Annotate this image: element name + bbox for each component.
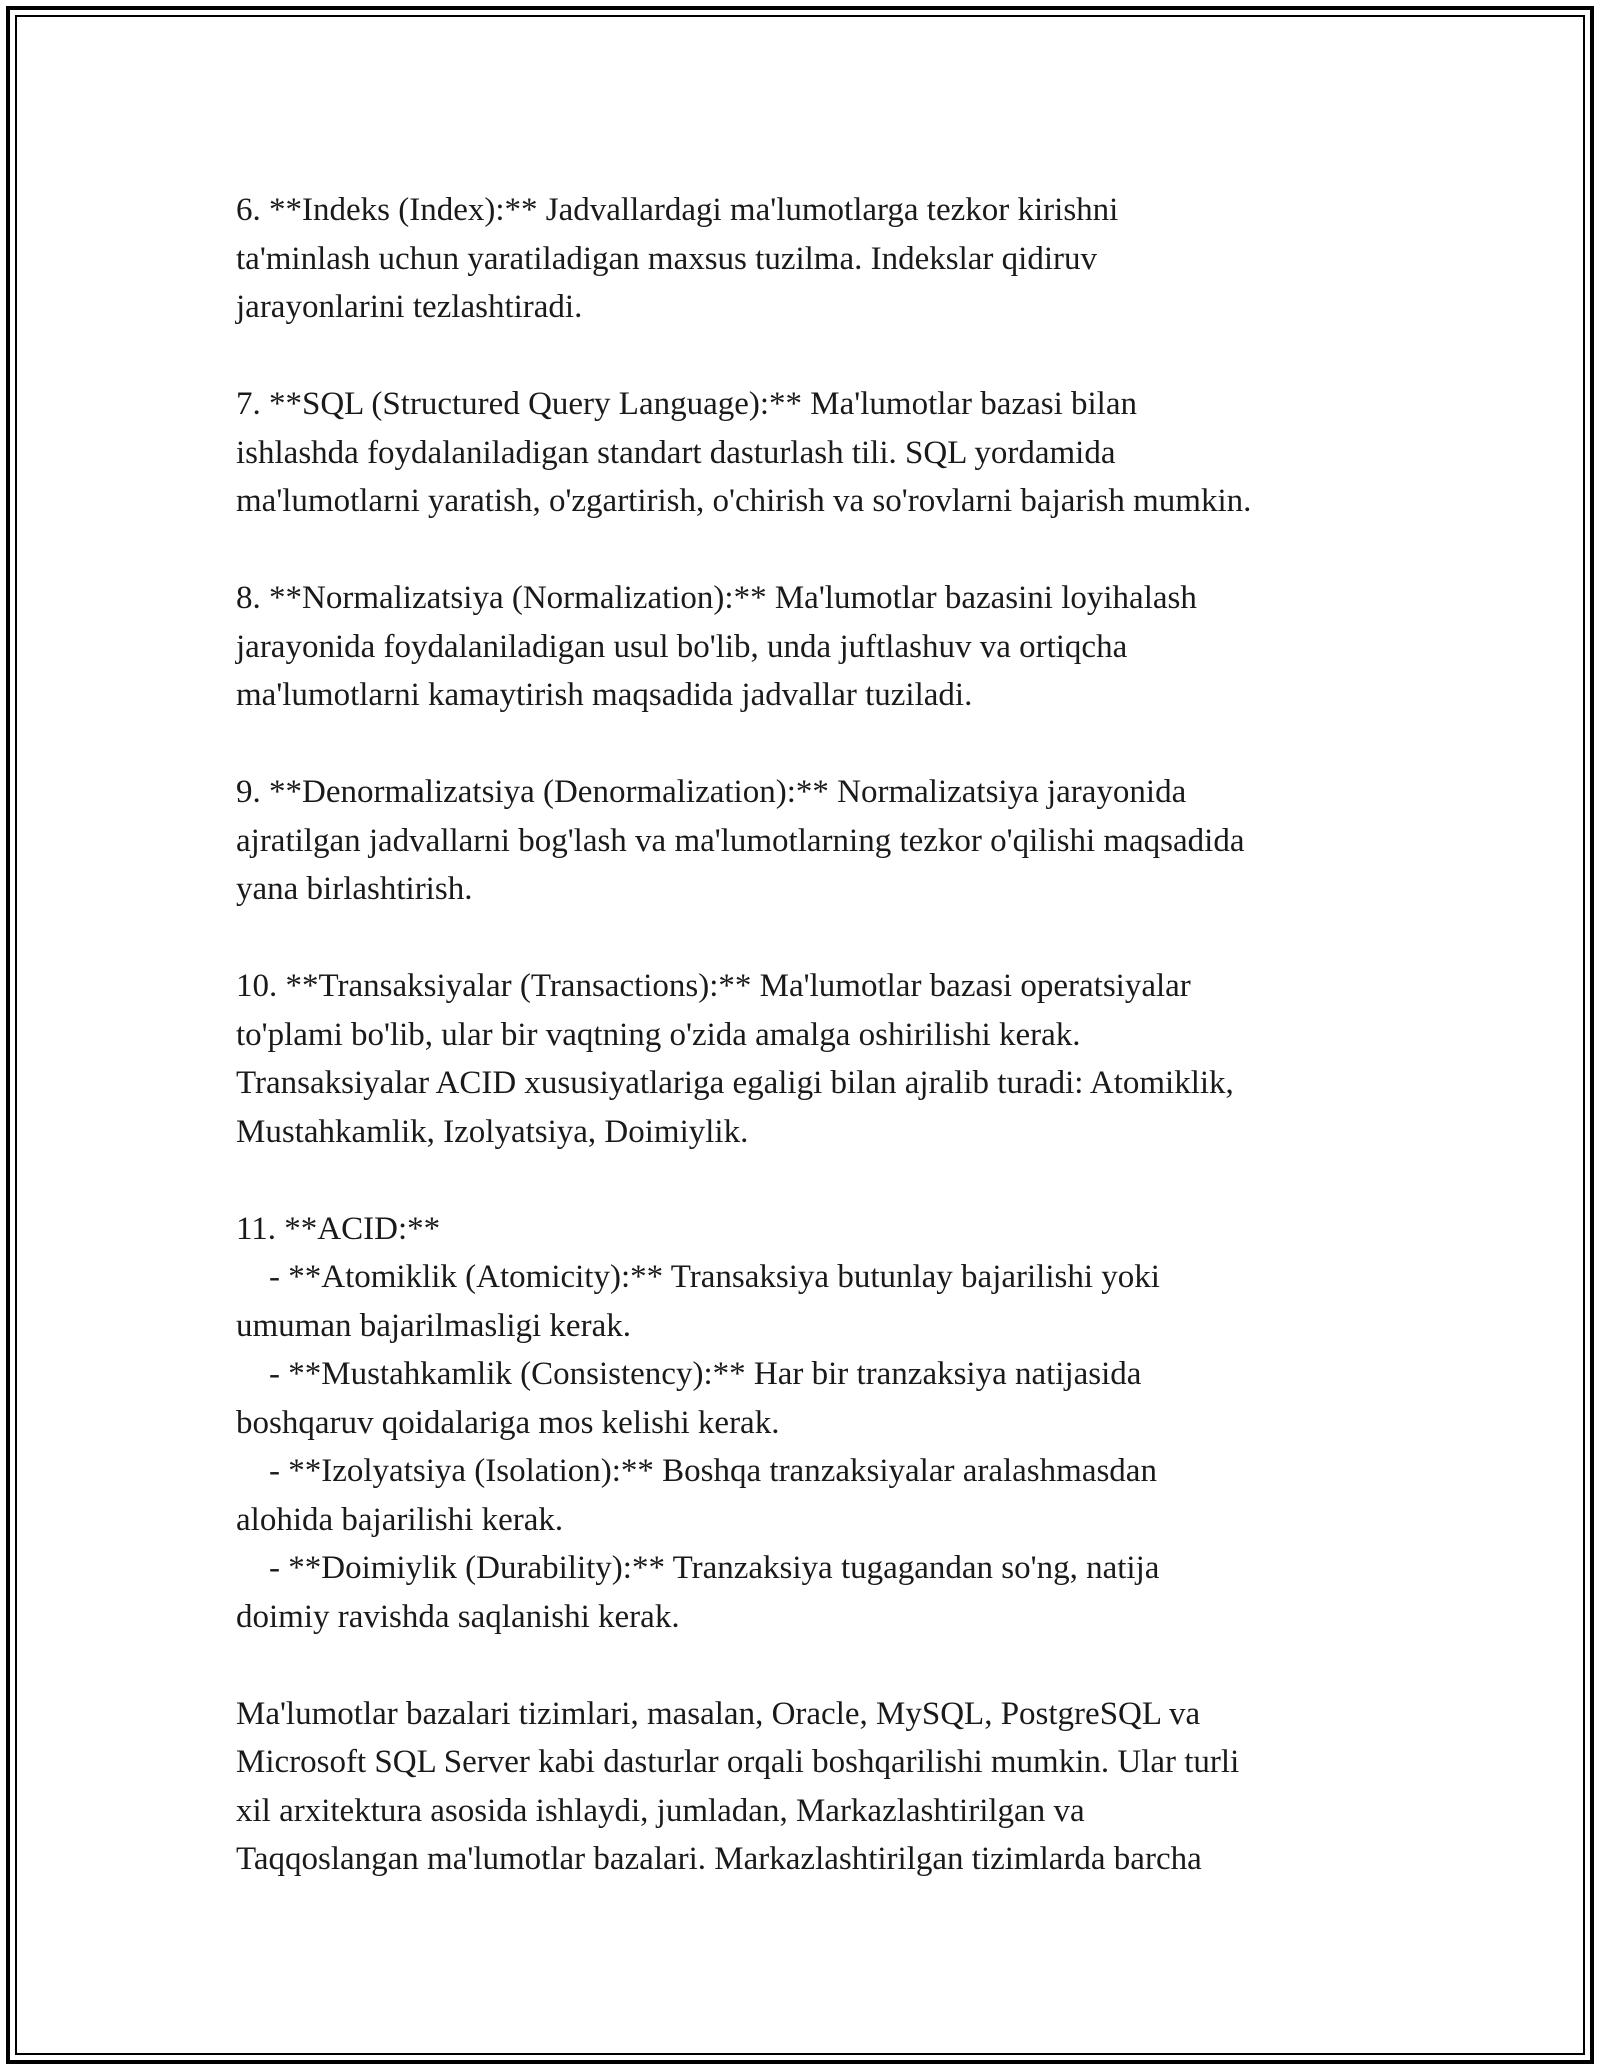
paragraph-7 [236,1690,1386,1884]
paragraph-6 [236,1205,1386,1642]
text-line: Taqqoslangan ma'lumotlar bazalari. Markazlashtirilgan tizimlarda barcha [236,1841,1202,1877]
text-line: alohida bajarilishi kerak. [236,1501,564,1538]
text-line: jarayonlarini tezlashtiradi. [236,289,583,325]
text-line: jarayonida foydalaniladigan usul bo'lib, unda juftlashuv va ortiqcha [236,628,1128,665]
paragraph-2 [236,380,1386,526]
text-line: - **Izolyatsiya (Isolation):** Boshqa tranzaksiyalar aralashmasdan [236,1453,1157,1489]
paragraph-spacer [236,720,1386,769]
paragraph-spacer [236,332,1386,381]
text-line: ishlashda foydalaniladigan standart dasturlash tili. SQL yordamida [236,434,1116,471]
text-line: Ma'lumotlar bazalari tizimlari, masalan, Oracle, MySQL, PostgreSQL va [236,1695,1201,1732]
paragraph-5 [236,962,1386,1156]
text-line: ta'minlash uchun yaratiladigan maxsus tuzilma. Indekslar qidiruv [236,240,1097,277]
text-line: 10. **Transaksiyalar (Transactions):** Ma'lumotlar bazasi operatsiyalar [236,968,1191,1004]
text-line: Mustahkamlik, Izolyatsiya, Doimiylik. [236,1113,749,1150]
text-line: to'plami bo'lib, ular bir vaqtning o'zida amalga oshirilishi kerak. [236,1016,1081,1053]
paragraph-3 [236,574,1386,720]
paragraph-spacer [236,1641,1386,1690]
text-line: 11. **ACID:** [236,1210,441,1247]
text-line: yana birlashtirish. [236,871,473,907]
text-line: Transaksiyalar ACID xususiyatlariga egaligi bilan ajralib turadi: Atomiklik, [236,1065,1234,1101]
text-line: ma'lumotlarni yaratish, o'zgartirish, o'chirish va so'rovlarni bajarish mumkin. [236,483,1252,519]
text-line: umuman bajarilmasligi kerak. [236,1307,631,1344]
text-line: 7. **SQL (Structured Query Language):** Ma'lumotlar bazasi bilan [236,386,1137,422]
text-line: xil arxitektura asosida ishlaydi, jumladan, Markazlashtirilgan va [236,1792,1085,1829]
paragraph-1 [236,186,1386,332]
text-line: 6. **Indeks (Index):** Jadvallardagi ma'lumotlarga tezkor kirishni [236,192,1119,228]
paragraph-spacer [236,526,1386,575]
text-line: Microsoft SQL Server kabi dasturlar orqali boshqarilishi mumkin. Ular turli [236,1744,1240,1780]
document-body [236,186,1386,1884]
paragraph-4 [236,768,1386,914]
paragraph-spacer [236,914,1386,963]
text-line: 8. **Normalizatsiya (Normalization):** Ma'lumotlar bazasini loyihalash [236,580,1197,616]
text-line: 9. **Denormalizatsiya (Denormalization):** Normalizatsiya jarayonida [236,774,1187,810]
text-line: - **Atomiklik (Atomicity):** Transaksiya butunlay bajarilishi yoki [236,1259,1160,1295]
text-line: ma'lumotlarni kamaytirish maqsadida jadvallar tuziladi. [236,677,973,713]
text-line: boshqaruv qoidalariga mos kelishi kerak. [236,1404,780,1441]
text-line: - **Doimiylik (Durability):** Tranzaksiya tugagandan so'ng, natija [236,1550,1160,1586]
paragraph-spacer [236,1156,1386,1205]
text-line: doimiy ravishda saqlanishi kerak. [236,1598,680,1635]
text-line: - **Mustahkamlik (Consistency):** Har bir tranzaksiya natijasida [236,1356,1142,1392]
text-line: ajratilgan jadvallarni bog'lash va ma'lumotlarning tezkor o'qilishi maqsadida [236,822,1245,859]
